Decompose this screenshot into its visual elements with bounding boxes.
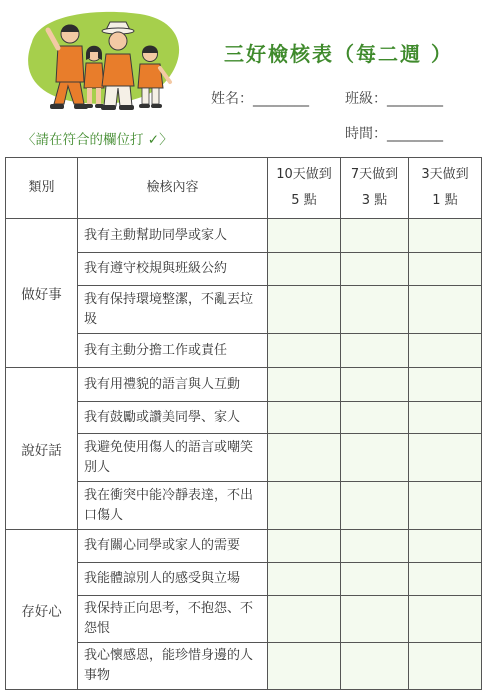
check-cell-5pt[interactable] [268,286,341,334]
header-score-3-points-label: 3 點 [361,193,388,208]
check-cell-5pt[interactable] [268,643,341,690]
check-cell-5pt[interactable] [268,563,341,596]
header-score-7-days [341,158,409,219]
checklist-item: 我有用禮貌的語言與人互動 [78,368,268,402]
instruction-text: 〈請在符合的欄位打 ✓〉 [22,132,173,148]
check-cell-3pt[interactable] [341,253,409,286]
check-cell-5pt[interactable] [268,368,341,402]
check-cell-5pt[interactable] [268,334,341,368]
header-content: 檢核內容 [78,158,268,219]
table-row [6,643,482,690]
check-cell-1pt[interactable] [409,286,482,334]
checklist-item: 我有遵守校規與班級公約 [78,253,268,286]
time-field: 時間：________ [345,126,443,142]
header-category: 類別 [6,158,78,219]
check-cell-5pt[interactable] [268,402,341,434]
check-cell-5pt[interactable] [268,530,341,563]
family-of-four-illustration-icon [18,8,190,120]
checklist-item: 我有保持環境整潔，不亂丟垃圾 [78,286,268,334]
check-cell-3pt[interactable] [341,530,409,563]
checklist-table [5,157,482,690]
page-title: 三好檢核表（每二週 ） [224,42,453,66]
check-cell-1pt[interactable] [409,434,482,482]
check-cell-5pt[interactable] [268,596,341,643]
table-row [6,368,482,402]
header-score-10-days [268,158,341,219]
class-field: 班級：________ [345,91,443,107]
category-keep-good-heart: 存好心 [6,530,78,690]
check-cell-1pt[interactable] [409,643,482,690]
check-cell-3pt[interactable] [341,286,409,334]
table-row [6,530,482,563]
checklist-item: 我在衝突中能冷靜表達，不出口傷人 [78,482,268,530]
header-score-5-points-label: 5 點 [291,193,317,208]
check-cell-5pt[interactable] [268,434,341,482]
check-cell-1pt[interactable] [409,368,482,402]
category-speak-good: 說好話 [6,368,78,530]
family-illustration [18,8,190,120]
check-cell-1pt[interactable] [409,530,482,563]
table-row [6,286,482,334]
check-cell-3pt[interactable] [341,368,409,402]
table-row [6,219,482,253]
header-score-7-days-label: 7天做到 [350,167,399,182]
check-cell-3pt[interactable] [341,643,409,690]
checklist-item: 我有鼓勵或讚美同學、家人 [78,402,268,434]
header-score-3-days [409,158,482,219]
checklist-item: 我有主動分擔工作或責任 [78,334,268,368]
check-cell-5pt[interactable] [268,219,341,253]
check-cell-3pt[interactable] [341,334,409,368]
category-do-good: 做好事 [6,219,78,368]
table-row [6,253,482,286]
checklist-item: 我有主動幫助同學或家人 [78,219,268,253]
check-cell-3pt[interactable] [341,482,409,530]
check-cell-1pt[interactable] [409,482,482,530]
table-header-row [6,158,482,219]
checklist-item: 我避免使用傷人的語言或嘲笑別人 [78,434,268,482]
check-cell-3pt[interactable] [341,596,409,643]
check-cell-1pt[interactable] [409,402,482,434]
check-cell-5pt[interactable] [268,253,341,286]
table-row [6,482,482,530]
check-cell-1pt[interactable] [409,596,482,643]
name-field: 姓名：________ [211,91,309,107]
check-cell-1pt[interactable] [409,563,482,596]
check-cell-3pt[interactable] [341,434,409,482]
table-row [6,596,482,643]
check-cell-1pt[interactable] [409,219,482,253]
checklist-item: 我能體諒別人的感受與立場 [78,563,268,596]
check-cell-3pt[interactable] [341,402,409,434]
checklist-item: 我保持正向思考，不抱怨、不怨恨 [78,596,268,643]
table-row [6,563,482,596]
table-row [6,402,482,434]
check-cell-3pt[interactable] [341,219,409,253]
table-row [6,434,482,482]
checklist-item: 我有關心同學或家人的需要 [78,530,268,563]
table-row [6,334,482,368]
check-cell-1pt[interactable] [409,253,482,286]
checklist-item: 我心懷感恩，能珍惜身邊的人事物 [78,643,268,690]
header-score-3-days-label: 3天做到 [421,167,469,182]
check-cell-1pt[interactable] [409,334,482,368]
check-cell-5pt[interactable] [268,482,341,530]
header-score-1-point-label: 1 點 [432,193,458,208]
check-cell-3pt[interactable] [341,563,409,596]
header-score-10-days-label: 10天做到 [276,167,332,182]
